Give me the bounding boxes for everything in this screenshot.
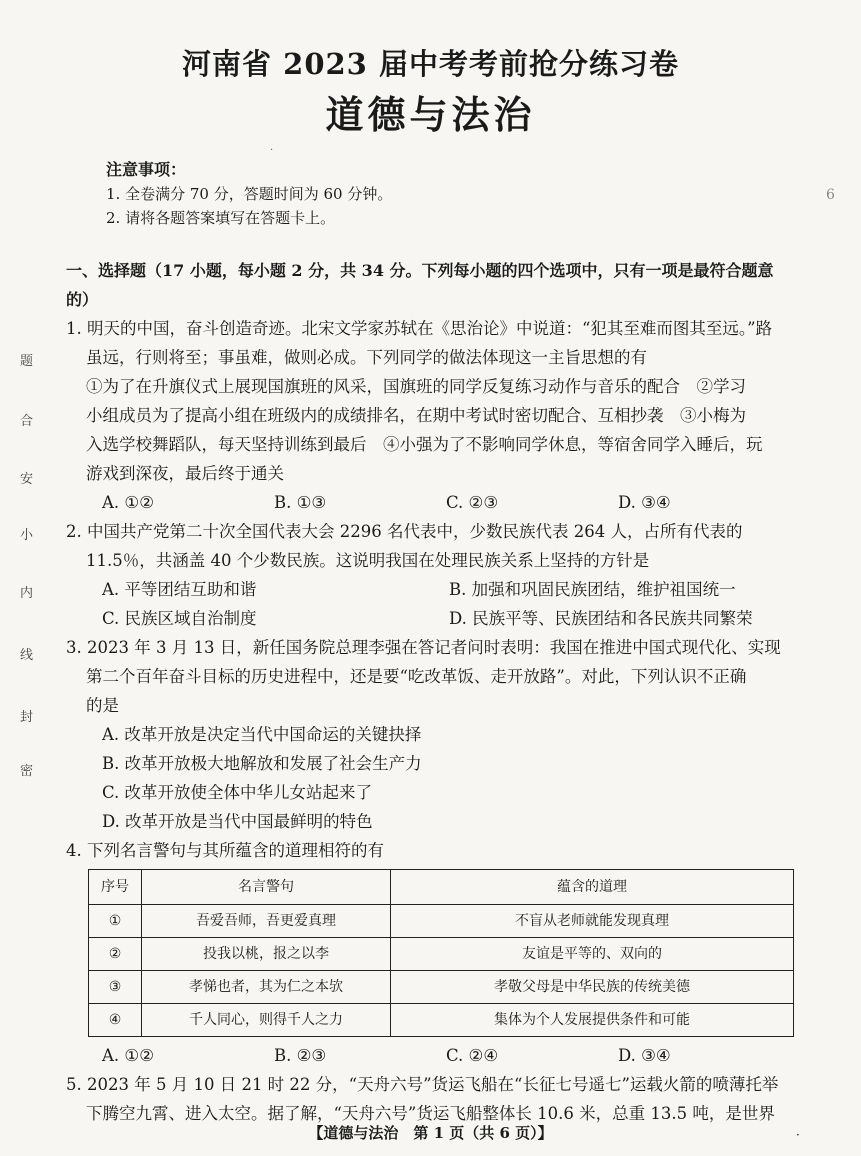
- table-cell: 投我以桃，报之以李: [142, 938, 391, 971]
- option-d: D. 改革开放是当代中国最鲜明的特色: [102, 812, 373, 831]
- binding-char: 题: [20, 354, 34, 369]
- table-row: [89, 1004, 794, 1037]
- table-cell: ④: [89, 1004, 142, 1037]
- option-b: B. ②③: [274, 1046, 327, 1065]
- table-row: [89, 938, 794, 971]
- table-header: 名言警句: [142, 870, 391, 905]
- table-row: [89, 905, 794, 938]
- option-c: C. 改革开放使全体中华儿女站起来了: [102, 783, 373, 802]
- option-d: D. 民族平等、民族团结和各民族共同繁荣: [449, 609, 753, 628]
- table-row: [89, 971, 794, 1004]
- question-area: [66, 256, 796, 1128]
- question-line: 游戏到深夜，最后终于通关: [86, 464, 284, 483]
- options-row: [66, 604, 796, 633]
- scan-mark: ·: [270, 145, 274, 156]
- option-a: A. 平等团结互助和谐: [102, 580, 257, 599]
- notice-item: 2. 请将各题答案填写在答题卡上。: [106, 209, 336, 227]
- table-header: 序号: [89, 870, 142, 905]
- table-header-row: [89, 870, 794, 905]
- table-cell: 集体为个人发展提供条件和可能: [391, 1004, 794, 1037]
- question-line: 的是: [86, 696, 119, 715]
- notice-item: 1. 全卷满分 70 分，答题时间为 60 分钟。: [106, 185, 393, 203]
- option-c: C. ②③: [446, 493, 499, 512]
- option-a: A. 改革开放是决定当代中国命运的关键抉择: [102, 725, 422, 744]
- table-cell: ①: [89, 905, 142, 938]
- options-row: [66, 488, 796, 517]
- question-line: 4. 下列名言警句与其所蕴含的道理相符的有: [66, 841, 384, 860]
- binding-margin: [14, 350, 40, 790]
- option-a: A. ①②: [102, 1046, 154, 1065]
- options-row: [66, 1041, 796, 1070]
- option-d: D. ③④: [618, 493, 671, 512]
- options-row: [66, 575, 796, 604]
- quote-table: [88, 869, 794, 1037]
- option-b: B. ①③: [274, 493, 327, 512]
- table-cell: 不盲从老师就能发现真理: [391, 905, 794, 938]
- question-2: [66, 517, 796, 633]
- notice-heading: 注意事项：: [106, 160, 187, 179]
- table-cell: 友谊是平等的、双向的: [391, 938, 794, 971]
- page-footer: 【道德与法治 第 1 页（共 6 页）】: [308, 1124, 553, 1142]
- table-header: 蕴含的道理: [391, 870, 794, 905]
- table-cell: 千人同心，则得千人之力: [142, 1004, 391, 1037]
- question-1: [66, 314, 796, 517]
- question-3: [66, 633, 796, 836]
- table-cell: ③: [89, 971, 142, 1004]
- question-line: ①为了在升旗仪式上展现国旗班的风采，国旗班的同学反复练习动作与音乐的配合 ②学习: [86, 377, 746, 396]
- notice-block: [106, 158, 392, 230]
- table-cell: 吾爱吾师，吾更爱真理: [142, 905, 391, 938]
- question-line: 虽远，行则将至；事虽难，做则必成。下列同学的做法体现这一主旨思想的有: [86, 348, 647, 367]
- option-c: C. ②④: [446, 1046, 499, 1065]
- section-heading: 一、选择题（17 小题，每小题 2 分，共 34 分。下列每小题的四个选项中，只有一项是最符合题意的）: [66, 261, 774, 309]
- question-line: 1. 明天的中国，奋斗创造奇迹。北宋文学家苏轼在《思治论》中说道：“犯其至难而图其至远。”路: [66, 319, 773, 338]
- binding-char: 安: [20, 472, 34, 487]
- subject-title: 道德与法治: [325, 92, 536, 137]
- binding-char: 封: [20, 710, 34, 725]
- exam-title: 河南省 2023 届中考考前抢分练习卷: [182, 47, 679, 81]
- question-line: 2. 中国共产党第二十次全国代表大会 2296 名代表中，少数民族代表 264 人，占所有代表的: [66, 522, 743, 541]
- binding-char: 小: [20, 528, 34, 543]
- question-5: [66, 1070, 796, 1128]
- option-a: A. ①②: [102, 493, 154, 512]
- table-cell: 孝敬父母是中华民族的传统美德: [391, 971, 794, 1004]
- scan-mark: ·: [796, 1128, 800, 1142]
- table-cell: 孝悌也者，其为仁之本欤: [142, 971, 391, 1004]
- binding-char: 密: [20, 764, 34, 779]
- binding-char: 内: [20, 586, 34, 601]
- question-line: 第二个百年奋斗目标的历史进程中，还是要“吃改革饭、走开放路”。对此，下列认识不正确: [86, 667, 747, 686]
- question-line: 小组成员为了提高小组在班级内的成绩排名，在期中考试时密切配合、互相抄袭 ③小梅为: [86, 406, 746, 425]
- question-line: 11.5％，共涵盖 40 个少数民族。这说明我国在处理民族关系上坚持的方针是: [86, 551, 650, 570]
- table-cell: ②: [89, 938, 142, 971]
- binding-char: 线: [20, 648, 34, 663]
- binding-char: 合: [20, 414, 34, 429]
- question-line: 下腾空九霄、进入太空。据了解，“天舟六号”货运飞船整体长 10.6 米，总重 13.5 吨，是世界: [86, 1104, 775, 1123]
- edge-mark: 6: [826, 187, 835, 203]
- question-line: 5. 2023 年 5 月 10 日 21 时 22 分，“天舟六号”货运飞船在“长征七号遥七”运载火箭的喷薄托举: [66, 1075, 779, 1094]
- question-line: 3. 2023 年 3 月 13 日，新任国务院总理李强在答记者问时表明：我国在推进中国式现代化、实现: [66, 638, 781, 657]
- question-line: 入选学校舞蹈队，每天坚持训练到最后 ④小强为了不影响同学休息，等宿舍同学入睡后，玩: [86, 435, 763, 454]
- option-d: D. ③④: [618, 1046, 671, 1065]
- option-b: B. 改革开放极大地解放和发展了社会生产力: [102, 754, 422, 773]
- option-b: B. 加强和巩固民族团结，维护祖国统一: [449, 580, 736, 599]
- question-4: [66, 836, 796, 1070]
- option-c: C. 民族区域自治制度: [102, 609, 257, 628]
